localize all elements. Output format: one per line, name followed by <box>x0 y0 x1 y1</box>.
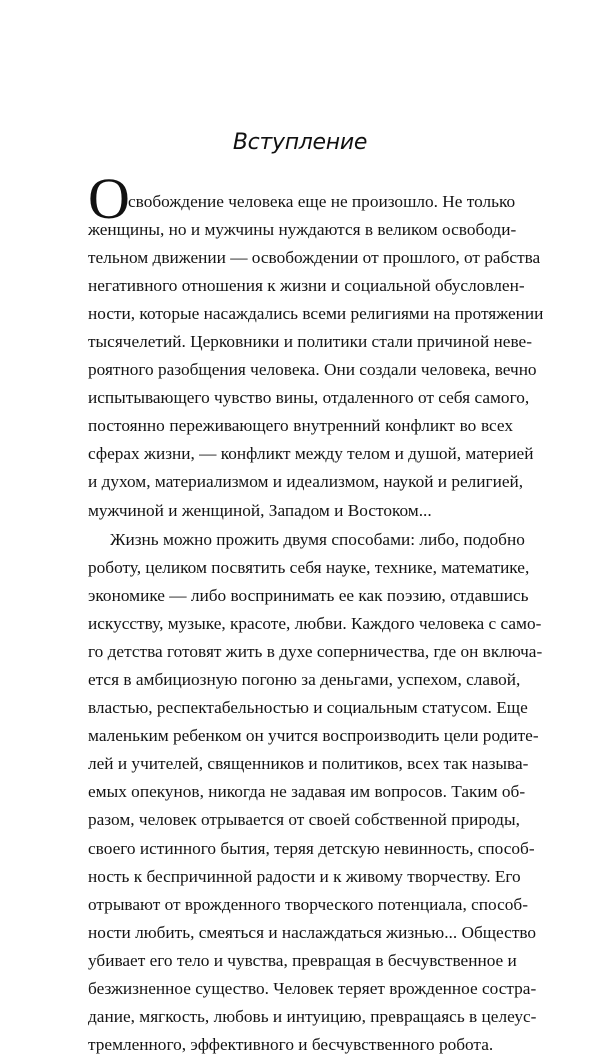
paragraph-2-line: разом, человек отрывается от своей собственной природы, <box>88 810 520 830</box>
paragraph-2 <box>88 526 543 1059</box>
paragraph-1-line-text: свобождение человека еще не произошло. Не только <box>128 192 516 211</box>
paragraph-2-line: безжизненное существо. Человек теряет врожденное сострa- <box>88 978 537 998</box>
paragraph-2-line: дание, мягкость, любовь и интуицию, превращаясь в целеус- <box>88 1006 537 1026</box>
paragraph-1-line: и духом, материализмом и идеализмом, наукой и религией, <box>88 472 524 492</box>
paragraph-2-line: маленьким ребенком он учится воспроизводить цели родите- <box>88 726 539 746</box>
paragraph-2-line: тремленного, эффективного и бесчувственного робота. <box>88 1034 494 1054</box>
paragraph-2-line: ность к беспричинной радости и к живому творчеству. Его <box>88 866 521 886</box>
paragraph-2-line: го детства готовят жить в духе соперничества, где он включа- <box>88 642 543 662</box>
paragraph-2-line: экономике — либо воспринимать ее как поэзию, отдавшись <box>88 586 529 606</box>
paragraph-2-line: Жизнь можно прожить двумя способами: либо, подобно <box>110 530 525 549</box>
paragraph-1-line: тысячелетий. Церковники и политики стали причиной неве- <box>88 332 532 352</box>
paragraph-2-line: убивает его тело и чувства, превращая в бесчувственное и <box>88 950 517 970</box>
paragraph-1-line: сферах жизни, — конфликт между телом и душой, материей <box>88 444 534 464</box>
paragraph-2-line: отрывают от врожденного творческого потенциала, способ- <box>88 894 528 914</box>
paragraph-1-line: мужчиной и женщиной, Западом и Востоком... <box>88 500 432 520</box>
paragraph-1-line: негативного отношения к жизни и социальной обусловлен- <box>88 276 525 296</box>
paragraph-2-line: своего истинного бытия, теряя детскую невинность, способ- <box>88 838 535 858</box>
paragraph-2-line: властью, респектабельностью и социальным статусом. Еще <box>88 698 528 718</box>
paragraph-2-line: искусству, музыке, красоте, любви. Каждого человека с само- <box>88 614 542 634</box>
paragraph-2-line: лей и учителей, священников и политиков, всех так называ- <box>88 754 529 774</box>
paragraph-1-line: женщины, но и мужчины нуждаются в великом освободи- <box>88 220 517 240</box>
chapter-title: Вступление <box>232 130 368 155</box>
paragraph-1-line: ности, которые насаждались всеми религиями на протяжении <box>88 304 544 324</box>
paragraph-1-line: роятного разобщения человека. Они создали человека, вечно <box>88 360 537 380</box>
paragraph-1-line: постоянно переживающего внутренний конфликт во всех <box>88 416 513 436</box>
paragraph-2-line: емых опекунов, никогда не задавая им вопросов. Таким об- <box>88 782 526 802</box>
paragraph-2-line: ется в амбициозную погоню за деньгами, успехом, славой, <box>88 670 521 690</box>
drop-cap-letter: О <box>88 166 130 231</box>
paragraph-1-line: испытывающего чувство вины, отдаленного от себя самого, <box>88 388 530 408</box>
paragraph-1 <box>88 166 544 525</box>
paragraph-2-line: роботу, целиком посвятить себя науке, технике, математике, <box>88 558 530 578</box>
paragraph-2-line: ности любить, смеяться и наслаждаться жизнью... Общество <box>88 922 537 942</box>
paragraph-1-line: тельном движении — освобождении от прошлого, от рабства <box>88 248 541 268</box>
